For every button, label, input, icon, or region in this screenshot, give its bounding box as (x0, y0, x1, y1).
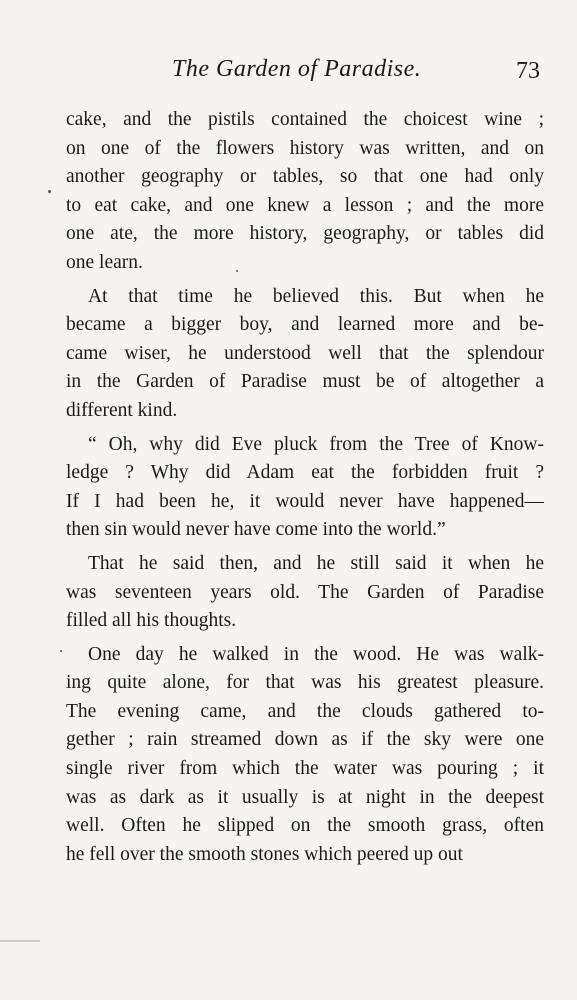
text-line: then sin would never have come into the world.” (66, 519, 446, 541)
text-line: on one of the flowers history was written, and on (66, 137, 544, 159)
text-line: was seventeen years old. The Garden of Paradise (66, 581, 544, 603)
paragraph (66, 283, 544, 426)
print-speck (60, 650, 62, 652)
text-line: he fell over the smooth stones which peered up out (66, 843, 463, 865)
text-line: gether ; rain streamed down as if the sky were one (66, 729, 544, 751)
text-line: different kind. (66, 399, 178, 421)
text-line: The evening came, and the clouds gathered to- (66, 700, 544, 722)
text-line: to eat cake, and one knew a lesson ; and the more (66, 194, 544, 216)
text-line: single river from which the water was pouring ; it (66, 758, 544, 780)
text-line: If I had been he, it would never have happened— (66, 490, 544, 512)
text-line: came wiser, he understood well that the splendour (66, 342, 544, 364)
page-number: 73 (516, 58, 540, 84)
page-header (0, 52, 577, 86)
paragraph (66, 550, 544, 636)
text-line: One day he walked in the wood. He was walk- (88, 643, 544, 665)
text-line: filled all his thoughts. (66, 610, 237, 632)
text-line: one learn. (66, 251, 143, 273)
text-line: well. Often he slipped on the smooth grass, often (66, 815, 544, 837)
text-line: ledge ? Why did Adam eat the forbidden fruit ? (66, 462, 544, 484)
body-text (66, 106, 544, 869)
paragraph (66, 106, 544, 278)
print-speck (48, 190, 51, 193)
page-edge-mark (0, 940, 40, 942)
paragraph (66, 641, 544, 870)
running-title: The Garden of Paradise. (172, 56, 422, 82)
text-line: At that time he believed this. But when he (88, 285, 544, 307)
text-line: was as dark as it usually is at night in the deepest (66, 786, 544, 808)
paragraph (66, 431, 544, 545)
text-line: cake, and the pistils contained the choicest wine ; (66, 109, 544, 130)
print-speck (236, 270, 238, 272)
text-line: one ate, the more history, geography, or tables did (66, 223, 544, 245)
text-line: another geography or tables, so that one had only (66, 166, 544, 188)
text-line: That he said then, and he still said it when he (88, 552, 544, 574)
text-line: ing quite alone, for that was his greatest pleasure. (66, 672, 544, 694)
text-line: “ Oh, why did Eve pluck from the Tree of Know- (88, 433, 544, 455)
text-line: became a bigger boy, and learned more and be- (66, 314, 544, 336)
text-line: in the Garden of Paradise must be of altogether a (66, 371, 544, 393)
